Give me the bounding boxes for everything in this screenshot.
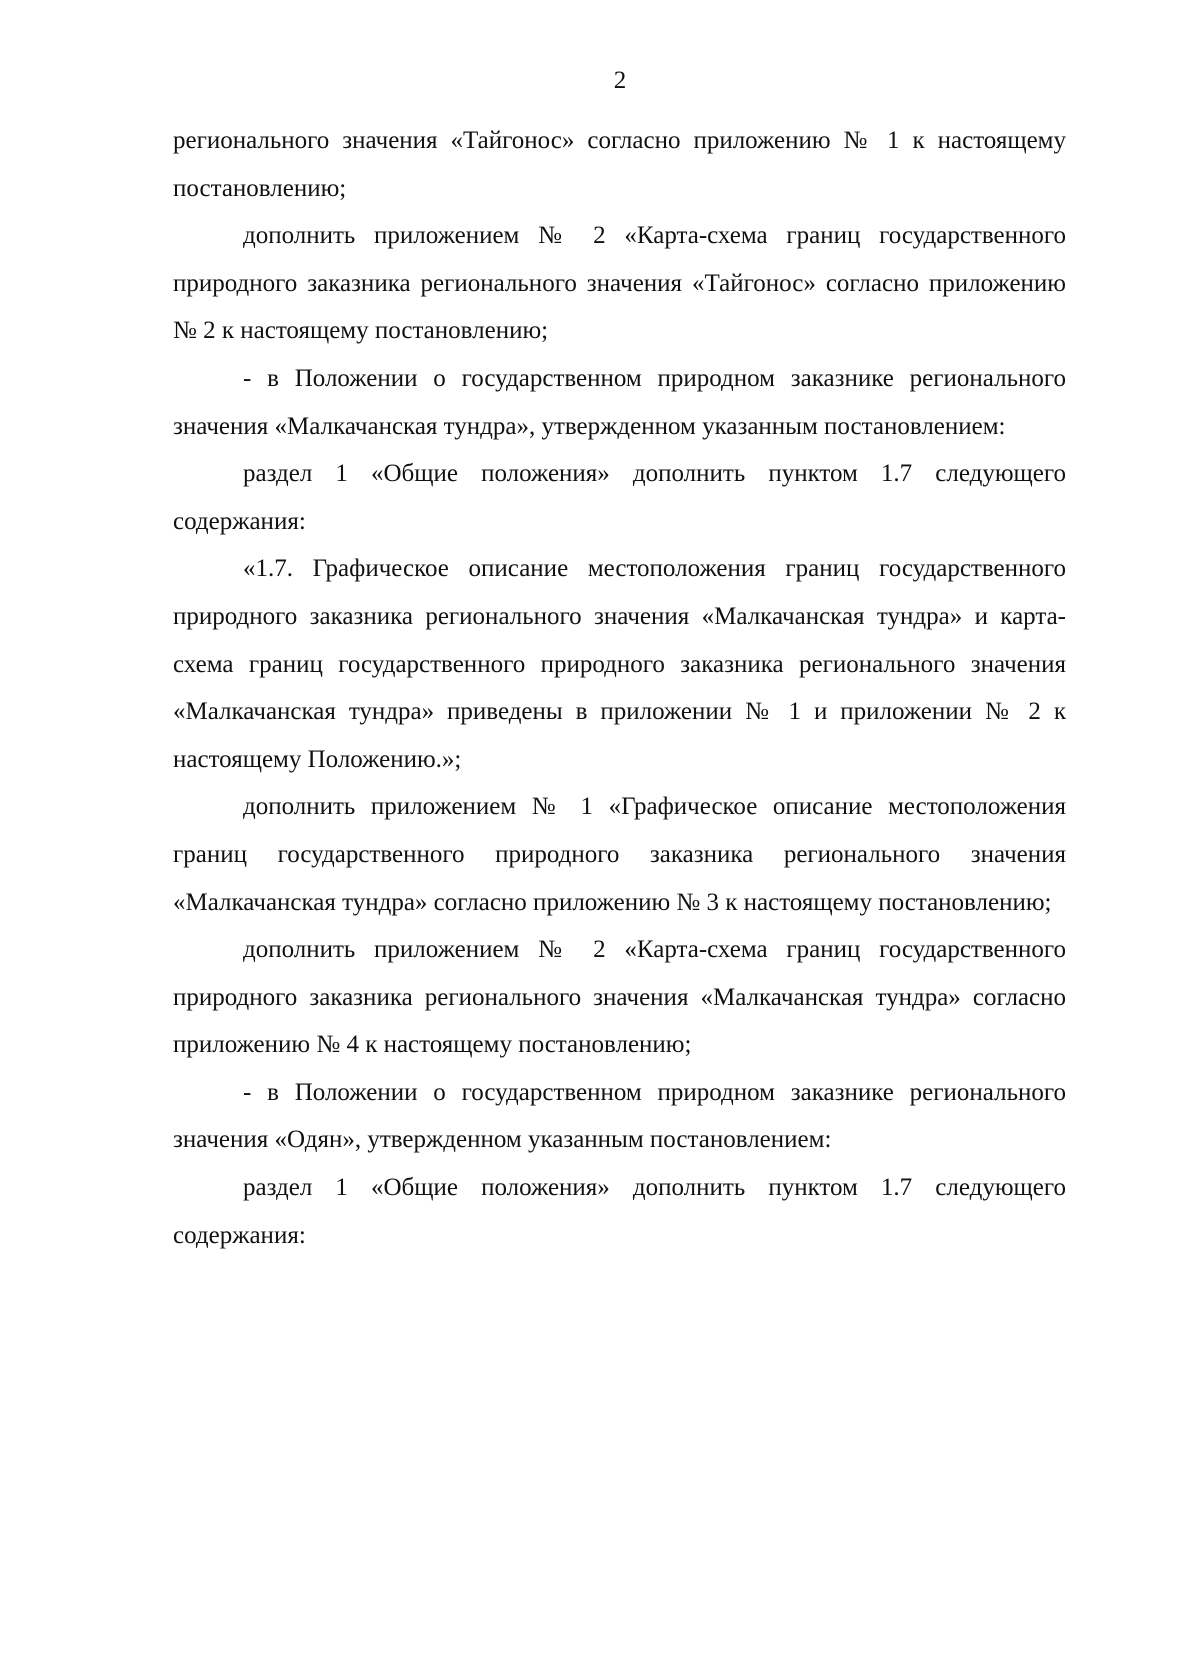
paragraph-7: дополнить приложением № 2 «Карта-схема границ государственного природного заказника регионального значения «Малкачанская тундра» согласно приложению № 4 к настоящему постановлению; (173, 936, 1066, 1059)
paragraph-4: раздел 1 «Общие положения» дополнить пунктом 1.7 следующего содержания: (173, 460, 1066, 535)
paragraph-3: - в Положении о государственном природном заказнике регионального значения «Малкачанская тундра», утвержденном указанным постановлением: (173, 364, 1066, 440)
paragraph-1: регионального значения «Тайгонос» согласно приложению № 1 к настоящему постановлению; (173, 127, 1066, 202)
paragraph-9: раздел 1 «Общие положения» дополнить пунктом 1.7 следующего содержания: (173, 1174, 1066, 1249)
document-body (173, 117, 1066, 1259)
page-number: 2 (613, 67, 627, 94)
paragraph-5: «1.7. Графическое описание местоположения границ государственного природного заказника регионального значения «Малкачанская тундра» и карта-схема границ государственного природного заказника регионального значения «Малкачанская тундра» приведены в приложении № 1 и приложении № 2 к настоящему Положению.»; (173, 555, 1066, 773)
paragraph-2: дополнить приложением № 2 «Карта-схема границ государственного природного заказника регионального значения «Тайгонос» согласно приложению № 2 к настоящему постановлению; (173, 222, 1066, 345)
paragraph-8: - в Положении о государственном природном заказнике регионального значения «Одян», утвержденном указанным постановлением: (173, 1078, 1066, 1154)
paragraph-6: дополнить приложением № 1 «Графическое описание местоположения границ государственного природного заказника регионального значения «Малкачанская тундра» согласно приложению № 3 к настоящему постановлению; (173, 793, 1066, 916)
